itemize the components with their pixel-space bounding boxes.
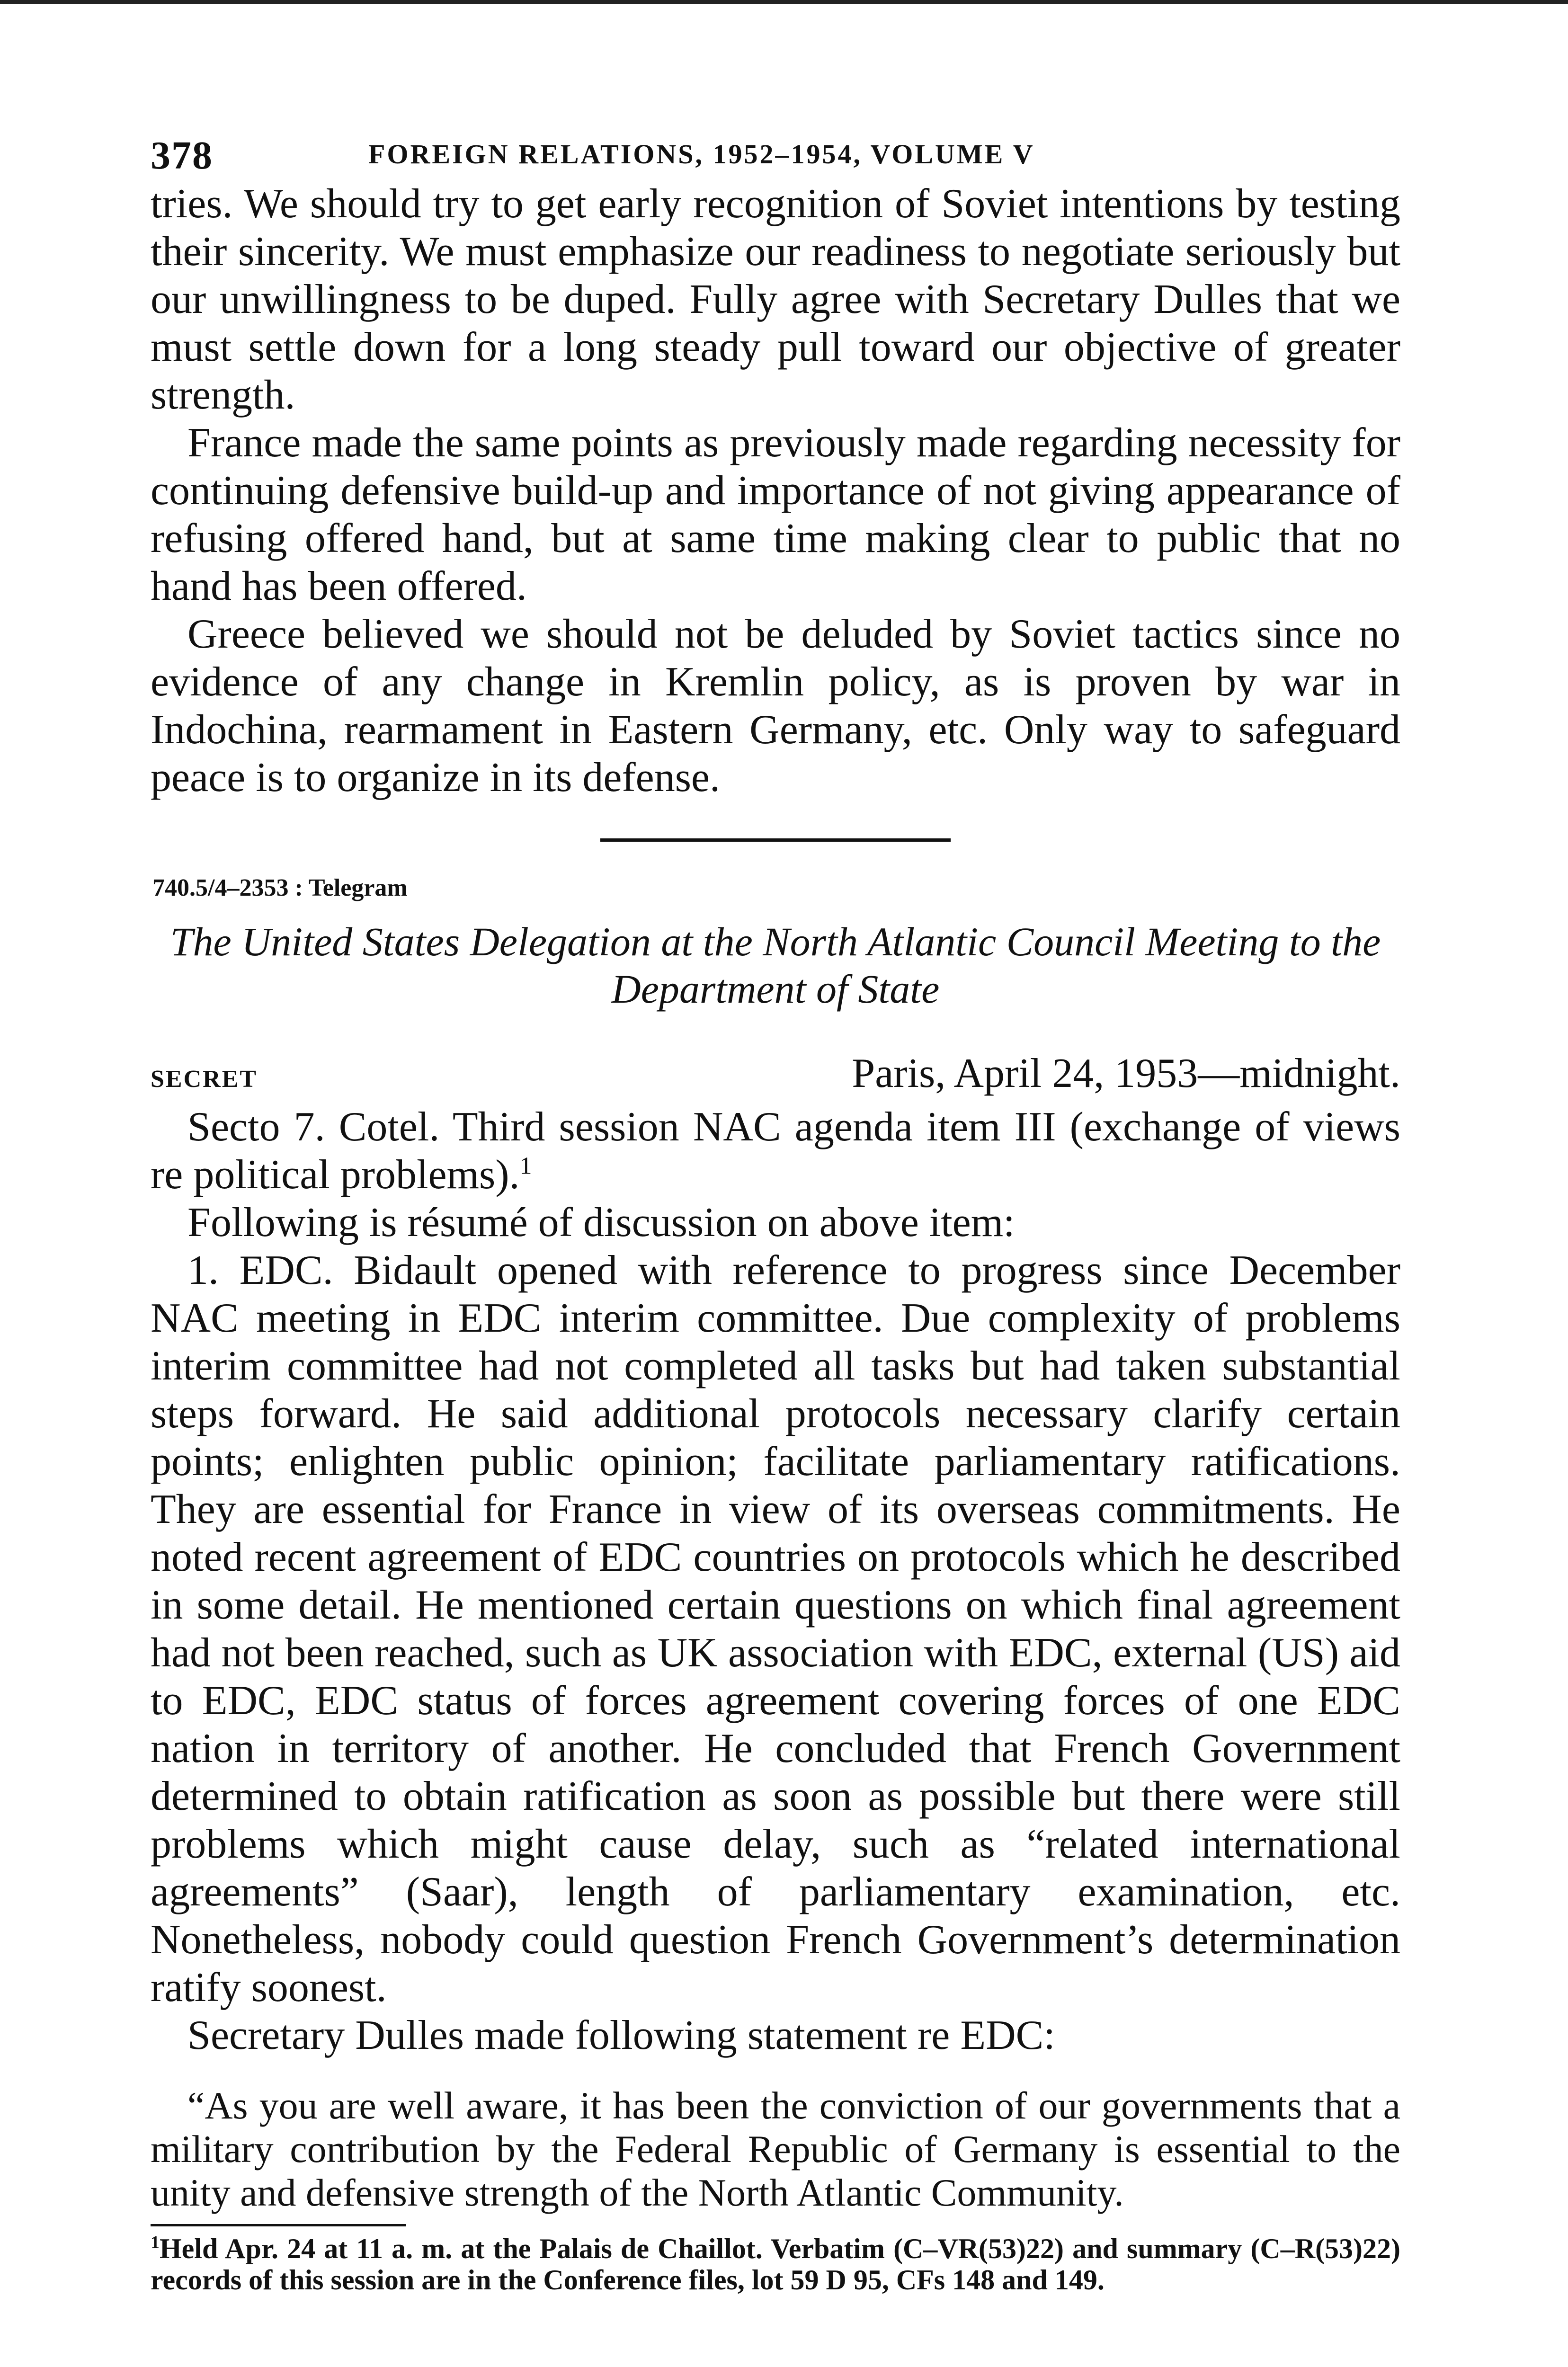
greece-paragraph: Greece believed we should not be deluded by Soviet tactics since no evidence of any change in Kremlin policy, as is proven by war in Indochina, rearmament in Eastern Germany, etc. Only way to safeguard peace is to organize in its defense. — [151, 611, 1400, 801]
section-divider — [600, 838, 951, 842]
edc-paragraph: 1. EDC. Bidault opened with reference to progress since December NAC meeting in EDC interim committee. Due complexity of problems interim committee had not completed all tasks but had taken substantial steps forward. He said additional protocols necessary clarify certain points; enlighten public opinion; facilitate parliamentary ratifications. They are essential for France in view of its overseas commitments. He noted recent agreement of EDC countries on protocols which he described in some detail. He mentioned certain questions on which final agreement had not been reached, such as UK association with EDC, external (US) aid to EDC, EDC status of forces agreement covering forces of one EDC nation in territory of another. He concluded that French Government determined to obtain ratification as soon as possible but there were still problems which might cause delay, such as “related international agreements” (Saar), length of parliamentary examination, etc. Nonetheless, nobody could question French Government’s determination ratify soonest. — [151, 1247, 1400, 2011]
opening-text: Secto 7. Cotel. Third session NAC agenda item III (exchange of views re political problems). — [151, 1104, 1400, 1198]
classification-label: SECRET — [151, 1066, 258, 1093]
page-top-edge — [0, 0, 1568, 4]
dulles-quote: “As you are well aware, it has been the conviction of our governments that a military contribution by the Federal Republic of Germany is essential to the unity and defensive strength of the North Atlantic Community. — [151, 2084, 1400, 2214]
page-body — [151, 118, 1400, 2296]
document-title: The United States Delegation at the North Atlantic Council Meeting to the Department of State — [170, 919, 1381, 1012]
footnote-text: Held Apr. 24 at 11 a. m. at the Palais de Chaillot. Verbatim (C–VR(53)22) and summary (C–R(53)22) records of this session are in the Conference files, lot 59 D 95, CFs 148 and 149. — [151, 2233, 1400, 2296]
page-number: 378 — [151, 133, 213, 178]
continuation-paragraph: tries. We should try to get early recognition of Soviet intentions by testing their sincerity. We must emphasize our readiness to negotiate seriously but our unwillingness to be duped. Fully agree with Secretary Dulles that we must settle down for a long steady pull toward our objective of greater strength. — [151, 181, 1400, 418]
series-title: FOREIGN RELATIONS, 1952–1954, VOLUME V — [368, 139, 1035, 169]
footnote — [151, 2233, 1400, 2296]
opening-paragraph — [151, 1103, 1400, 1199]
footnote-marker: 1 — [151, 2233, 160, 2252]
dateline-row — [151, 1050, 1400, 1097]
footnote-reference: 1 — [519, 1152, 532, 1180]
france-paragraph: France made the same points as previously made regarding necessity for continuing defensive build-up and importance of not giving appearance of refusing offered hand, but at same time making clear to public that no hand has been offered. — [151, 420, 1400, 609]
running-head — [151, 118, 1400, 178]
file-reference: 740.5/4–2353 : Telegram — [152, 874, 408, 901]
dulles-intro-paragraph: Secretary Dulles made following statement re EDC: — [187, 2012, 1055, 2058]
intro-paragraph: Following is résumé of discussion on above item: — [187, 1200, 1015, 1246]
dateline: Paris, April 24, 1953—midnight. — [852, 1050, 1400, 1096]
footnote-divider — [151, 2224, 406, 2226]
